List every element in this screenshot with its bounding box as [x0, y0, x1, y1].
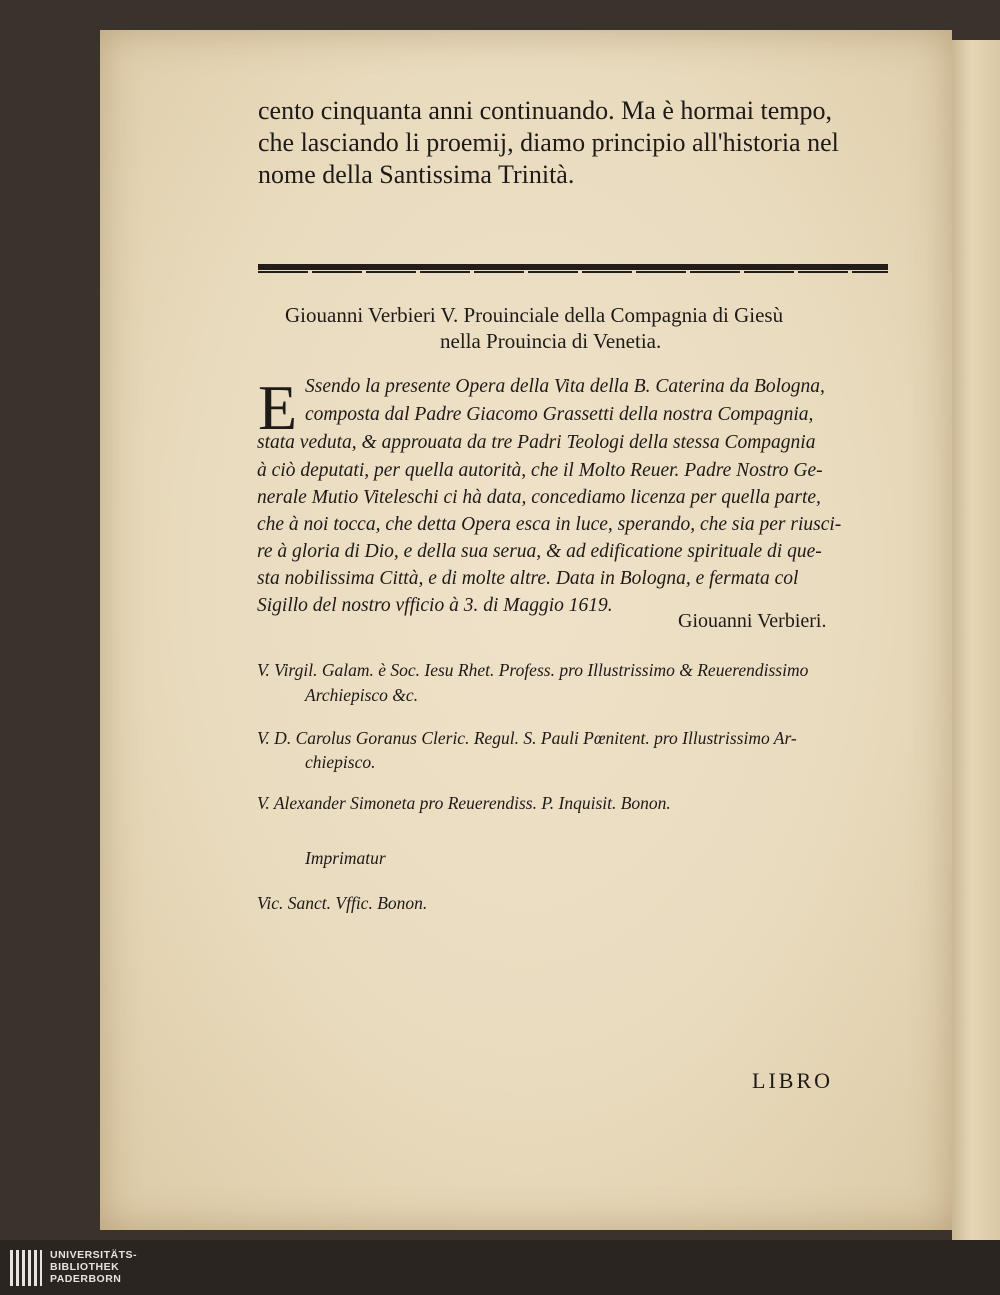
body-line-5: nerale Mutio Viteleschi ci hà data, concediamo licenza per quella parte,: [257, 487, 821, 508]
logo-line-3: PADERBORN: [50, 1273, 122, 1285]
ornamental-rule: [258, 264, 888, 270]
heading-line-2: nella Prouincia di Venetia.: [440, 329, 662, 353]
signature: Giouanni Verbieri.: [678, 610, 827, 632]
top-line-2: che lasciando li proemij, diamo principio all'historia nel: [258, 128, 839, 157]
next-page-edge: [952, 40, 1000, 1240]
catchword: LIBRO: [752, 1068, 833, 1093]
ornamental-rule-detail: [258, 271, 888, 273]
footer-bar: [0, 1240, 1000, 1295]
heading-line-1: Giouanni Verbieri V. Prouinciale della Compagnia di Giesù: [285, 303, 784, 327]
body-line-4: à ciò deputati, per quella autorità, che il Molto Reuer. Padre Nostro Ge-: [257, 460, 823, 481]
body-line-3: stata veduta, & approuata da tre Padri Teologi della stessa Compagnia: [257, 432, 816, 453]
vic-line: Vic. Sanct. Vffic. Bonon.: [257, 893, 428, 913]
imprimatur: Imprimatur: [305, 848, 386, 868]
body-line-6: che à noi tocca, che detta Opera esca in luce, sperando, che sia per riusci-: [257, 514, 842, 535]
censor-3: V. Alexander Simoneta pro Reuerendiss. P. Inquisit. Bonon.: [257, 793, 671, 813]
censor-1-line-1: V. Virgil. Galam. è Soc. Iesu Rhet. Profess. pro Illustrissimo & Reuerendissimo: [257, 660, 809, 680]
top-line-3: nome della Santissima Trinità.: [258, 160, 575, 189]
top-line-1: cento cinquanta anni continuando. Ma è hormai tempo,: [258, 96, 832, 125]
logo-line-2: BIBLIOTHEK: [50, 1261, 120, 1273]
logo-line-1: UNIVERSITÄTS-: [50, 1249, 138, 1261]
body-line-2: composta dal Padre Giacomo Grassetti della nostra Compagnia,: [305, 404, 814, 425]
body-line-8: sta nobilissima Città, e di molte altre. Data in Bologna, e fermata col: [257, 568, 799, 589]
body-line-7: re à gloria di Dio, e della sua serua, & ad edificatione spirituale di que-: [257, 541, 822, 562]
censor-2-line-2: chiepisco.: [305, 752, 376, 772]
library-logo-icon: [10, 1250, 42, 1286]
censor-2-line-1: V. D. Carolus Goranus Cleric. Regul. S. Pauli Pœnitent. pro Illustrissimo Ar-: [257, 728, 797, 748]
body-line-9: Sigillo del nostro vfficio à 3. di Maggio 1619.: [257, 595, 613, 616]
body-line-1: Ssendo la presente Opera della Vita della B. Caterina da Bologna,: [305, 376, 825, 397]
drop-cap: E: [258, 372, 298, 443]
censor-1-line-2: Archiepiscо &c.: [305, 685, 419, 705]
